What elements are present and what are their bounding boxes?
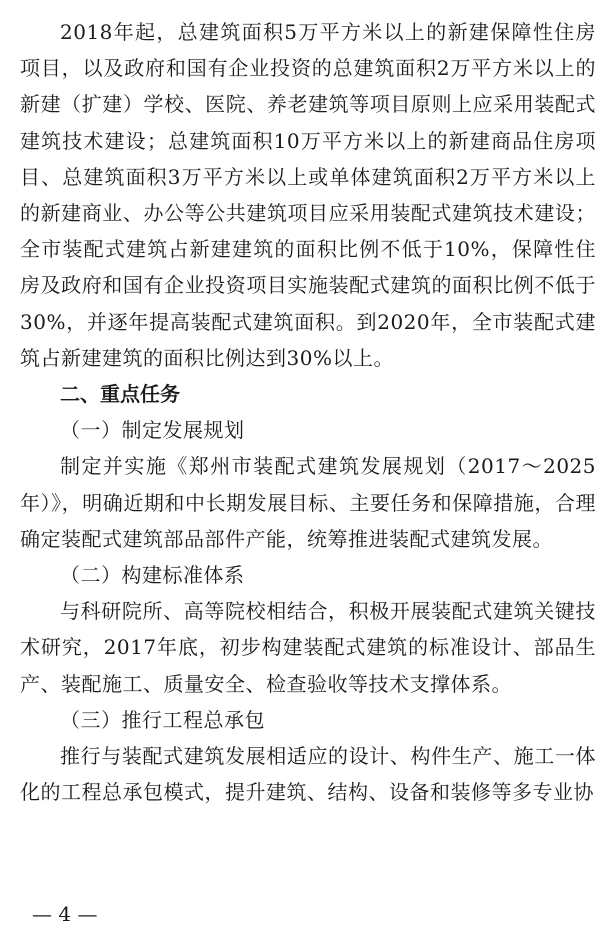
paragraph-standard-system: 与科研院所、高等院校相结合，积极开展装配式建筑关键技术研究，2017年底，初步构建装配式建筑的标准设计、部品生产、装配施工、质量安全、检查验收等技术支撑体系。 xyxy=(20,599,596,696)
paragraph-general-contracting: 推行与装配式建筑发展相适应的设计、构件生产、施工一体化的工程总承包模式，提升建筑、结构、设备和装修等多专业协 xyxy=(20,744,596,805)
subheading-development-plan: （一）制定发展规划 xyxy=(60,418,245,443)
paragraph-policy-targets: 2018年起，总建筑面积5万平方米以上的新建保障性住房项目，以及政府和国有企业投资的总建筑面积2万平方米以上的新建（扩建）学校、医院、养老建筑等项目原则上应采用装配式建筑技术建设；总建筑面积10万平方米以上的新建商品住房项目、总建筑面积3万平方米以上或单体建筑面积2万平方米以上的新建商业、办公等公共建筑项目应采用装配式建筑技术建设；全市装配式建筑占新建建筑的面积比例不低于10%，保障性住房及政府和国有企业投资项目实施装配式建筑的面积比例不低于30%，并逐年提高装配式建筑面积。到2020年，全市装配式建筑占新建建筑的面积比例达到30%以上。 xyxy=(20,20,596,370)
paragraph-development-plan: 制定并实施《郑州市装配式建筑发展规划（2017～2025年）》，明确近期和中长期发展目标、主要任务和保障措施，合理确定装配式建筑部品部件产能，统筹推进装配式建筑发展。 xyxy=(20,454,596,551)
subheading-standard-system: （二）构建标准体系 xyxy=(60,563,245,588)
document-body xyxy=(20,14,596,810)
page-number: — 4 — xyxy=(32,902,98,926)
subheading-general-contracting: （三）推行工程总承包 xyxy=(60,707,265,732)
section-heading-key-tasks: 二、重点任务 xyxy=(60,382,180,407)
